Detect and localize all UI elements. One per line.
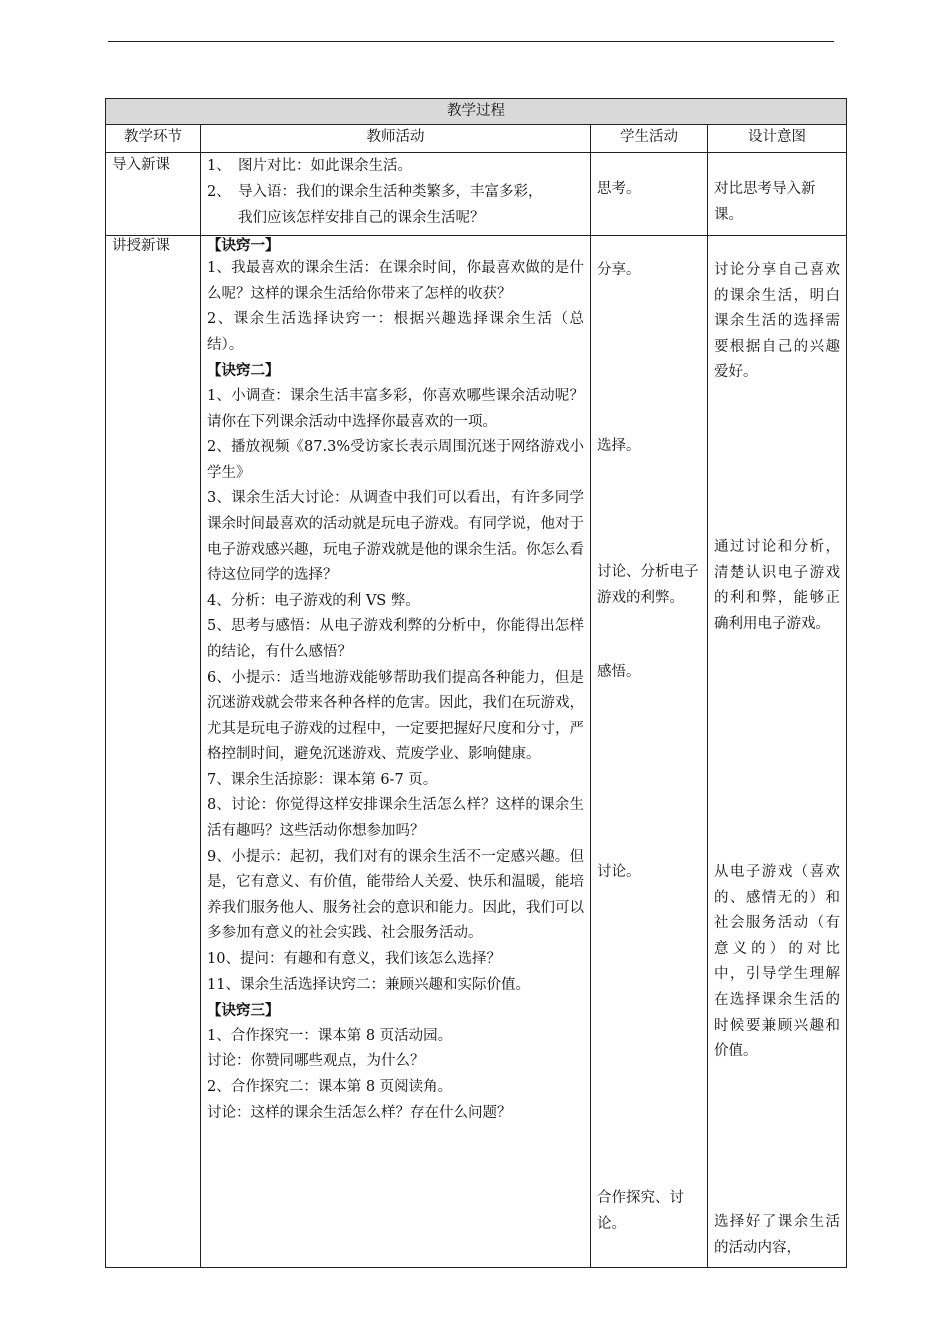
list-item: 1、我最喜欢的课余生活：在课余时间，你最喜欢做的是什么呢？这样的课余生活给你带来了怎样的收获？ <box>207 260 584 302</box>
student-activity-text: 讨论、分析电子游戏的利弊。 <box>597 564 699 606</box>
design-intent-text: 通过讨论和分析，清楚认识电子游戏的利和弊，能够正确利用电子游戏。 <box>714 539 840 632</box>
table-row-intro <box>106 153 847 236</box>
list-item: 4、分析：电子游戏的利 VS 弊。 <box>207 592 420 609</box>
design-intent-text: 对比思考导入新课。 <box>714 181 816 223</box>
stage-label: 讲授新课 <box>112 238 170 254</box>
section-heading: 【诀窍三】 <box>207 1002 280 1020</box>
student-activity-cell <box>591 153 708 236</box>
student-activity-text: 思考。 <box>597 181 641 197</box>
student-activity-text: 感悟。 <box>597 664 641 680</box>
stage-cell <box>106 153 201 236</box>
design-intent-cell <box>708 236 847 1268</box>
stage-label: 导入新课 <box>112 157 170 173</box>
header-rule <box>108 41 834 42</box>
student-activity-cell <box>591 236 708 1268</box>
column-header-stage: 教学环节 <box>106 125 201 153</box>
column-header-student: 学生活动 <box>591 125 708 153</box>
student-activity-text: 合作探究、讨论。 <box>597 1190 684 1232</box>
teacher-activity-cell <box>201 236 591 1268</box>
list-item: 2、课余生活选择诀窍一：根据兴趣选择课余生活（总结）。 <box>207 311 584 353</box>
column-header-teacher: 教师活动 <box>201 125 591 153</box>
item-text: 图片对比：如此课余生活。 <box>238 158 412 174</box>
stage-cell <box>106 236 201 1268</box>
item-number: 2、 <box>207 184 231 200</box>
list-item <box>207 153 584 179</box>
list-item: 7、课余生活掠影：课本第 6-7 页。 <box>207 771 438 788</box>
list-item: 2、合作探究二：课本第 8 页阅读角。 <box>207 1079 453 1095</box>
list-item: 5、思考与感悟：从电子游戏利弊的分析中，你能得出怎样的结论，有什么感悟？ <box>207 618 584 660</box>
design-intent-text: 讨论分享自己喜欢的课余生活，明白课余生活的选择需要根据自己的兴趣爱好。 <box>714 262 840 381</box>
design-intent-cell <box>708 153 847 236</box>
list-item: 1、合作探究一：课本第 8 页活动园。 <box>207 1027 453 1044</box>
list-item: 1、小调查：课余生活丰富多彩，你喜欢哪些课余活动呢？请你在下列课余活动中选择你最喜欢的一项。 <box>207 387 584 430</box>
student-activity-text: 讨论。 <box>597 864 641 880</box>
list-item: 11、课余生活选择诀窍二：兼顾兴趣和实际价值。 <box>207 976 530 993</box>
item-text: 导入语：我们的课余生活种类繁多，丰富多彩， <box>238 184 543 200</box>
design-intent-text: 从电子游戏（喜欢的、感情无的）和社会服务活动（有意义的）的对比中，引导学生理解在选择课余生活的时候要兼顾兴趣和价值。 <box>714 864 840 1060</box>
design-intent-text: 选择好了课余生活的活动内容， <box>714 1214 840 1256</box>
teaching-process-table <box>105 98 847 1268</box>
list-item: 8、讨论：你觉得这样安排课余生活怎么样？这样的课余生活有趣吗？这些活动你想参加吗？ <box>207 797 584 840</box>
list-item: 10、提问：有趣和有意义，我们该怎么选择？ <box>207 951 501 968</box>
item-text-continued: 我们应该怎样安排自己的课余生活呢？ <box>238 210 485 226</box>
list-item: 2、播放视频《87.3%受访家长表示周围沉迷于网络游戏小学生》 <box>207 439 584 481</box>
section-heading: 【诀窍二】 <box>207 362 280 380</box>
list-item: 3、课余生活大讨论：从调查中我们可以看出，有许多同学课余时间最喜欢的活动就是玩电子游戏。有同学说，他对于电子游戏感兴趣，玩电子游戏就是他的课余生活。你怎么看待这位同学的选择？ <box>207 490 584 584</box>
student-activity-text: 选择。 <box>597 438 641 454</box>
column-header-design: 设计意图 <box>708 125 847 153</box>
table-row-lecture <box>106 236 847 1268</box>
list-item: 讨论：这样的课余生活怎么样？存在什么问题？ <box>207 1104 512 1121</box>
table-title-row <box>106 99 847 125</box>
list-item <box>207 179 584 205</box>
list-item: 讨论：你赞同哪些观点，为什么？ <box>207 1053 425 1070</box>
table-title: 教学过程 <box>106 99 847 125</box>
list-item: 6、小提示：适当地游戏能够帮助我们提高各种能力，但是沉迷游戏就会带来各种各样的危害。因此，我们在玩游戏，尤其是玩电子游戏的过程中，一定要把握好尺度和分寸，严格控制时间，避免沉迷游戏、荒废学业、影响健康。 <box>207 669 584 763</box>
section-heading: 【诀窍一】 <box>207 237 280 254</box>
student-activity-text: 分享。 <box>597 262 641 278</box>
teacher-activity-cell <box>201 153 591 236</box>
item-number: 1、 <box>207 158 231 174</box>
list-item: 9、小提示：起初，我们对有的课余生活不一定感兴趣。但是，它有意义、有价值，能带给人关爱、快乐和温暖，能培养我们服务他人、服务社会的意识和能力。因此，我们可以多参加有意义的社会实践、社会服务活动。 <box>207 848 584 942</box>
column-header-row <box>106 125 847 153</box>
